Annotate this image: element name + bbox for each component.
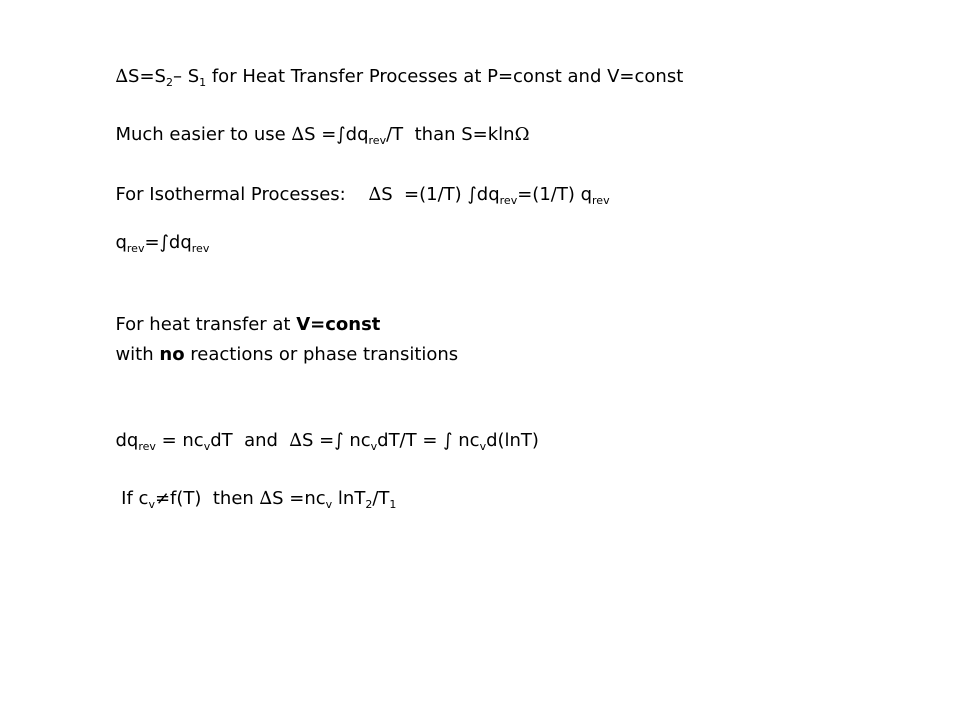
delta-symbol: ∆ [259,488,273,509]
subscript: v [479,440,487,453]
delta-symbol: ∆ [289,430,302,451]
line-easier-formula: Much easier to use $\Delta S =\int dq_{rev}/T$ than S=klnΩ [115,124,530,147]
subscript: v [148,498,155,511]
subscript: rev [368,134,387,147]
subscript: rev [499,194,518,207]
line-isothermal: For Isothermal Processes: ∆S =(1/T) $\int dq_{rev}=(1/T)$ $q_{rev}$ [115,184,610,207]
subscript: v [325,498,333,511]
delta-symbol: ∆ [291,124,305,145]
line-qrev: $q_{rev}=\int dq_{rev}$ [115,232,210,255]
subscript: v [370,440,378,453]
delta-symbol: ∆ [115,66,129,87]
line-cv-constant: If $c_v\ne f(T)$ then $\Delta S =nc_v$ $\ln T_2/T_1$ [115,488,397,511]
subscript: rev [126,242,145,255]
subscript: rev [191,242,210,255]
subscript: v [203,440,211,453]
subscript: 1 [389,498,397,511]
omega-symbol: Ω [514,124,530,145]
line-dqrev-formula: $dq_{rev} = nc_vdT$ and ∆S =∫ $nc_vdT/T$ = ∫ $nc_vd(\ln T)$ [115,430,539,453]
line-delta-s-definition: $\Delta S=S_2-$ $S_1$ for Heat Transfer Processes at P=const and V=const [115,66,684,89]
delta-symbol: ∆ [368,184,382,205]
bold-text: V=const [296,314,381,335]
subscript: rev [138,440,156,453]
bold-text: no [159,344,185,365]
line-heat-transfer-vconst: For heat transfer at V=const [115,314,381,335]
subscript: 2 [165,76,173,89]
line-no-reactions: with no reactions or phase transitions [115,344,459,365]
subscript: 1 [199,76,207,89]
subscript: 2 [365,498,373,511]
subscript: rev [592,194,610,207]
